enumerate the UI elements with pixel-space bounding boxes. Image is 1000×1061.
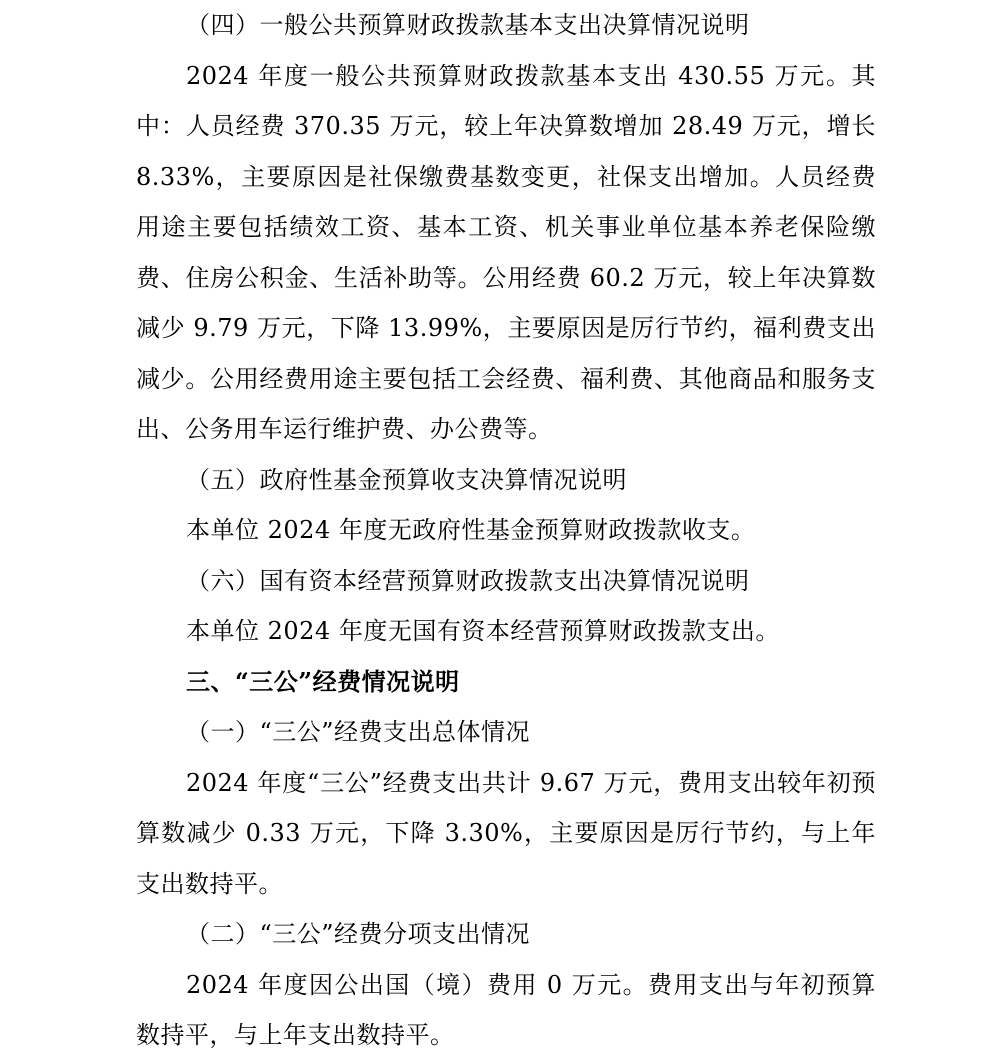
section-6-heading: （六）国有资本经营预算财政拨款支出决算情况说明	[186, 566, 750, 595]
section-5-heading: （五）政府性基金预算收支决算情况说明	[186, 465, 627, 494]
document-page	[136, 0, 876, 1061]
section-4-heading: （四）一般公共预算财政拨款基本支出决算情况说明	[186, 11, 750, 39]
section-5-body: 本单位 2024 年度无政府性基金预算财政拨款收支。	[186, 516, 756, 544]
part-3-section-1-body: 2024 年度“三公”经费支出共计 9.67 万元，费用支出较年初预算数减少 0.33 万元，下降 3.30%，主要原因是厉行节约，与上年支出数持平。	[136, 768, 876, 898]
part-3-heading: 三、“三公”经费情况说明	[186, 666, 460, 696]
part-3-section-2-body: 2024 年度因公出国（境）费用 0 万元。费用支出与年初预算数持平，与上年支出数持平。	[136, 970, 876, 1049]
part-3-section-2-heading: （二）“三公”经费分项支出情况	[186, 920, 531, 948]
section-6-body: 本单位 2024 年度无国有资本经营预算财政拨款支出。	[186, 617, 780, 645]
part-3-section-1-heading: （一）“三公”经费支出总体情况	[186, 718, 531, 746]
section-4-body: 2024 年度一般公共预算财政拨款基本支出 430.55 万元。其中：人员经费 370.35 万元，较上年决算数增加 28.49 万元，增长 8.33%，主要原因是社保缴费基数变更，社保支出增加。人员经费用途主要包括绩效工资、基本工资、机关事业单位基本养老保险缴费、住房公积金、生活补助等。公用经费 60.2 万元，较上年决算数减少 9.79 万元，下降 13.99%，主要原因是厉行节约，福利费支出减少。公用经费用途主要包括工会经费、福利费、其他商品和服务支出、公务用车运行维护费、办公费等。	[136, 61, 876, 443]
